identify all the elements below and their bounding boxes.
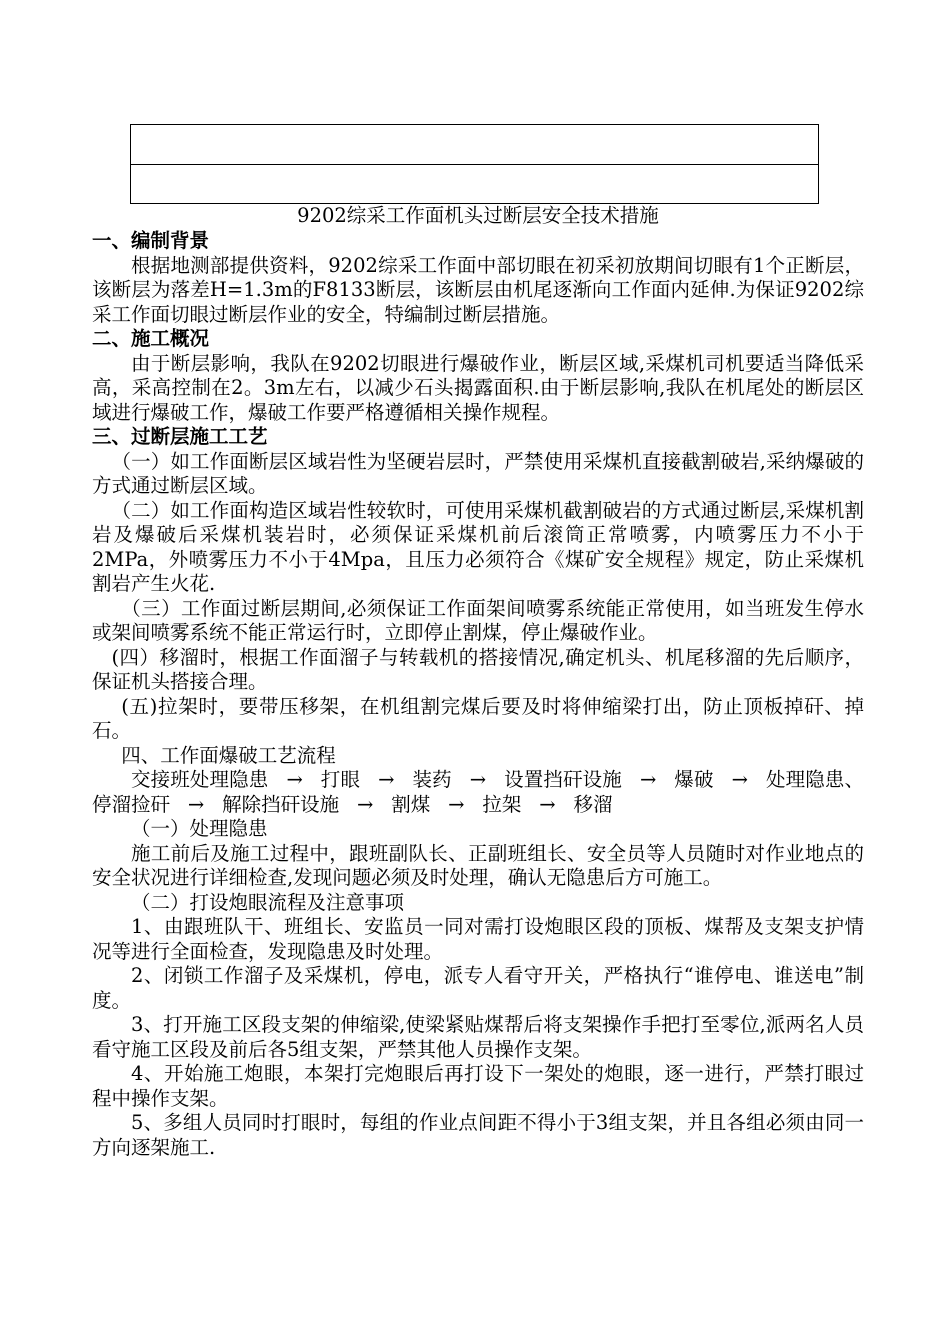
- subheading-hazard-handling: （一）处理隐患: [131, 817, 268, 840]
- header-table-divider: [131, 164, 818, 165]
- paragraph-background: 根据地测部提供资料，9202综采工作面中部切眼在初采初放期间切眼有1个正断层，该断层为落差H=1.3m的F8133断层，该断层由机尾逐渐向工作面内延伸.为保证9202综采工作面切眼过断层作业的安全，特编制过断层措施。: [92, 253, 864, 326]
- blasting-flow-sequence: 交接班处理隐患 → 打眼 → 装药 → 设置挡矸设施 → 爆破 → 处理隐患、停溜捡矸 → 解除挡矸设施 → 割煤 → 拉架 → 移溜: [92, 768, 864, 816]
- drilling-item: 3、打开施工区段支架的伸缩梁,使梁紧贴煤帮后将支架操作手把打至零位,派两名人员看守施工区段及前后各5组支架，严禁其他人员操作支架。: [92, 1013, 864, 1061]
- drilling-item: 5、多组人员同时打眼时，每组的作业点间距不得小于3组支架，并且各组必须由同一方向逐架施工.: [92, 1111, 864, 1159]
- process-item: (四）移溜时，根据工作面溜子与转载机的搭接情况,确定机头、机尾移溜的先后顺序，保证机头搭接合理。: [92, 645, 864, 693]
- section-heading-background: 一、编制背景: [92, 229, 210, 252]
- document-title: 9202综采工作面机头过断层安全技术措施: [297, 204, 659, 227]
- process-item: (五)拉架时，要带压移架，在机组割完煤后要及时将伸缩梁打出，防止顶板掉矸、掉石。: [92, 694, 864, 742]
- process-item: （三）工作面过断层期间,必须保证工作面架间喷雾系统能正常使用，如当班发生停水或架间喷雾系统不能正常运行时，立即停止割煤，停止爆破作业。: [92, 596, 864, 644]
- paragraph-hazard-handling: 施工前后及施工过程中，跟班副队长、正副班组长、安全员等人员随时对作业地点的安全状况进行详细检查,发现问题必须及时处理，确认无隐患后方可施工。: [92, 841, 864, 889]
- process-item: （一）如工作面断层区域岩性为坚硬岩层时，严禁使用采煤机直接截割破岩,采纳爆破的方式通过断层区域。: [92, 449, 864, 497]
- subheading-drilling: （二）打设炮眼流程及注意事项: [131, 890, 405, 914]
- drilling-item: 4、开始施工炮眼，本架打完炮眼后再打设下一架处的炮眼，逐一进行，严禁打眼过程中操作支架。: [92, 1062, 864, 1110]
- drilling-item: 1、由跟班队干、班组长、安监员一同对需打设炮眼区段的顶板、煤帮及支架支护情况等进行全面检查，发现隐患及时处理。: [92, 915, 864, 963]
- paragraph-overview: 由于断层影响，我队在9202切眼进行爆破作业，断层区域,采煤机司机要适当降低采高，采高控制在2。3m左右，以减少石头揭露面积.由于断层影响,我队在机尾处的断层区域进行爆破工作，爆破工作要严格遵循相关操作规程。: [92, 351, 864, 424]
- document-body: [92, 204, 864, 1160]
- section-heading-process: 三、过断层施工工艺: [92, 425, 268, 448]
- drilling-item: 2、闭锁工作溜子及采煤机，停电，派专人看守开关，严格执行“谁停电、谁送电”制度。: [92, 964, 864, 1012]
- process-item: （二）如工作面构造区域岩性较软时，可使用采煤机截割破岩的方式通过断层,采煤机割岩及爆破后采煤机装岩时，必须保证采煤机前后滚筒正常喷雾，内喷雾压力不小于2MPa，外喷雾压力不小于4Mpa，且压力必须符合《煤矿安全规程》规定，防止采煤机割岩产生火花.: [92, 498, 864, 595]
- section-heading-blasting-flow: 四、工作面爆破工艺流程: [121, 743, 336, 767]
- section-heading-overview: 二、施工概况: [92, 327, 210, 350]
- header-table: [130, 124, 819, 204]
